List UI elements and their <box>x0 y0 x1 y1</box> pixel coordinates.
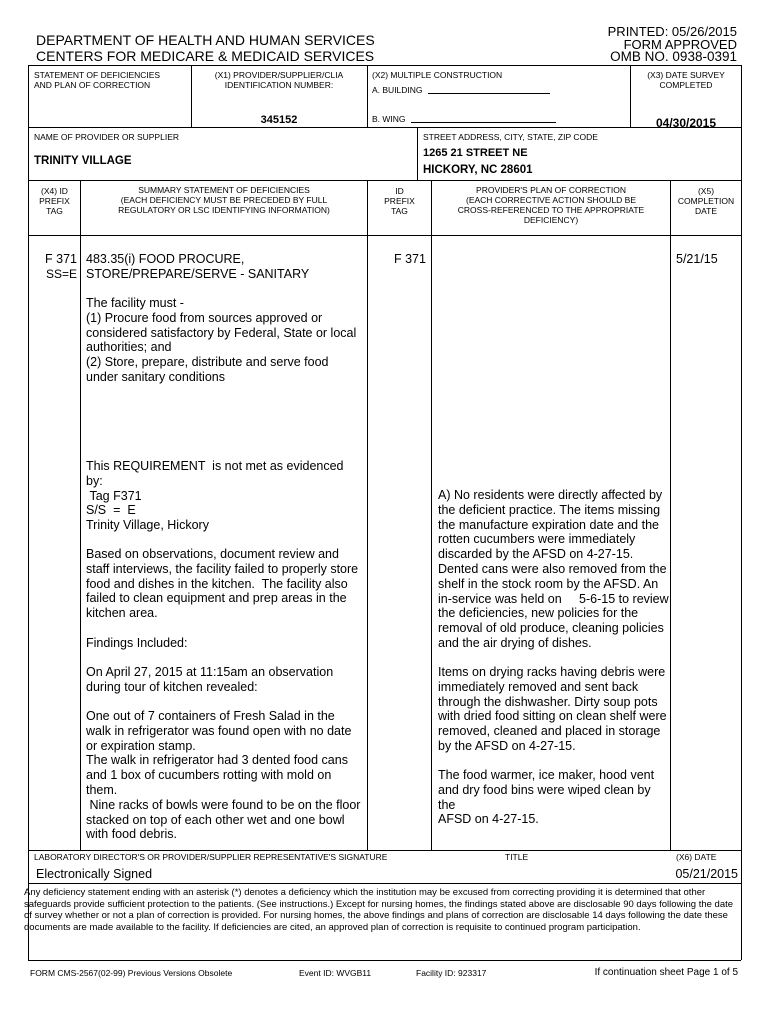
id-header: ID PREFIX TAG <box>384 186 415 216</box>
plan-prefix-tag: F 371 <box>394 252 426 266</box>
rule <box>191 65 192 127</box>
omb-number: OMB NO. 0938-0391 <box>610 49 737 64</box>
city-state-zip: HICKORY, NC 28601 <box>423 164 533 176</box>
provider-name: TRINITY VILLAGE <box>34 155 132 167</box>
rule <box>367 65 368 127</box>
event-id: Event ID: WVGB11 <box>299 968 372 978</box>
form-approved: FORM APPROVED <box>623 37 737 52</box>
correction-plan-a: A) No residents were directly affected by the deficient practice. The items missing the manufacture expiration date and the rotten cucumbers were immediately discarded by the AFSD on 4-27-15. Dented cans were also removed from the shelf in the stock room by the AFSD. An in-service was held on 5-6-15 to review the deficiencies, new policies for the removal of old produce, cleaning policies and the air drying of dishes. <box>438 488 669 650</box>
findings-detail: One out of 7 containers of Fresh Salad in the walk in refrigerator was found open with no date or expiration stamp. The walk in refrigerator had 3 dented food cans and 1 box of cucumbers rotting with mold on them. Nine racks of bowls were found to be on the floor stacked on top of each other wet and one bowl with food debris. <box>86 709 361 842</box>
observation-summary: Based on observations, document review and staff interviews, the facility failed to properly store food and dishes in the kitchen. The facility also failed to clean equipment and prep areas in the kitchen area. <box>86 547 359 621</box>
page-number: If continuation sheet Page 1 of 5 <box>594 967 738 978</box>
title-label: TITLE <box>505 852 529 862</box>
building-blank <box>428 93 550 94</box>
statement-label: STATEMENT OF DEFICIENCIES AND PLAN OF CORRECTION <box>34 70 161 90</box>
clia-label: (X1) PROVIDER/SUPPLIER/CLIA IDENTIFICATION NUMBER: <box>214 70 344 90</box>
rule <box>28 883 741 884</box>
x5-header: (X5) COMPLETION DATE <box>677 186 735 216</box>
provider-name-label: NAME OF PROVIDER OR SUPPLIER <box>34 132 179 142</box>
x4-header: (X4) ID PREFIX TAG <box>39 186 70 216</box>
wing-label: B. WING <box>372 114 406 124</box>
provider-id: 345152 <box>260 114 298 126</box>
regulation-text: The facility must - (1) Procure food from sources approved or considered satisfactory by Federal, State or local authorities; and (2) Store, prepare, distribute and serve food under sanitary conditions <box>86 296 357 384</box>
disclaimer: Any deficiency statement ending with an asterisk (*) denotes a deficiency which the institution may be excused from correcting providing it is determined that other safeguards provide sufficient protection to the patients. (See instructions.) Except for nursing homes, the findings stated above are disclosable 90 days following the date of survey whether or not a plan of correction is provided. For nursing homes, the above findings and plans of correction are disclosable 14 days following the date these documents are made available to the facility. If deficiencies are cited, an approved plan of correction is requisite to continued program participation. <box>24 887 734 934</box>
date-survey-label: (X3) DATE SURVEY COMPLETED <box>647 70 725 90</box>
department-title: DEPARTMENT OF HEALTH AND HUMAN SERVICES <box>36 32 375 48</box>
rule <box>741 65 742 960</box>
building-label: A. BUILDING <box>372 85 423 95</box>
form-number: FORM CMS-2567(02-99) Previous Versions Obsolete <box>30 968 233 978</box>
survey-date: 04/30/2015 <box>655 116 717 130</box>
x6-date-label: (X6) DATE <box>676 852 717 862</box>
rule <box>28 850 741 851</box>
address-label: STREET ADDRESS, CITY, STATE, ZIP CODE <box>423 132 598 142</box>
plan-header: PROVIDER'S PLAN OF CORRECTION (EACH CORRECTIVE ACTION SHOULD BE CROSS-REFERENCED TO THE APPROPRIATE DEFICIENCY) <box>457 185 645 225</box>
signature-date: 05/21/2015 <box>675 867 738 881</box>
completion-date: 5/21/15 <box>676 252 718 266</box>
correction-plan-cleaning: The food warmer, ice maker, hood vent and dry food bins were wiped clean by the AFSD on 4-27-15. <box>438 768 655 827</box>
observation-intro: On April 27, 2015 at 11:15am an observation during tour of kitchen revealed: <box>86 665 334 694</box>
wing-blank <box>411 122 556 123</box>
rule <box>28 960 741 961</box>
printed-date: PRINTED: 05/26/2015 <box>607 24 737 39</box>
rule <box>28 65 741 66</box>
rule <box>28 235 741 236</box>
agency-title: CENTERS FOR MEDICARE & MEDICAID SERVICES <box>36 48 375 64</box>
rule <box>417 127 418 180</box>
rule <box>431 180 432 850</box>
regulation-title: 483.35(i) FOOD PROCURE, STORE/PREPARE/SERVE - SANITARY <box>86 252 310 281</box>
rule <box>670 180 671 850</box>
signature: Electronically Signed <box>36 867 153 881</box>
summary-header: SUMMARY STATEMENT OF DEFICIENCIES (EACH DEFICIENCY MUST BE PRECEDED BY FULL REGULATORY OR LSC IDENTIFYING INFORMATION) <box>118 185 330 215</box>
multiple-construction-label: (X2) MULTIPLE CONSTRUCTION <box>372 70 503 80</box>
rule <box>80 180 81 850</box>
requirement-text: This REQUIREMENT is not met as evidenced by: Tag F371 S/S = E Trinity Village, Hickory <box>86 459 344 533</box>
findings-heading: Findings Included: <box>86 636 188 650</box>
rule <box>630 65 631 127</box>
rule <box>367 180 368 850</box>
correction-plan-racks: Items on drying racks having debris were immediately removed and sent back through the dishwasher. Dirty soup pots with dried food sitting on clean shelf were removed, cleaned and placed in storage by the AFSD on 4-27-15. <box>438 665 667 753</box>
prefix-tag: F 371 <box>45 252 77 266</box>
rule <box>28 180 741 181</box>
signature-label: LABORATORY DIRECTOR'S OR PROVIDER/SUPPLIER REPRESENTATIVE'S SIGNATURE <box>34 852 388 862</box>
severity-scope: SS=E <box>45 267 77 281</box>
facility-id: Facility ID: 923317 <box>416 968 487 978</box>
street-address: 1265 21 STREET NE <box>423 147 528 159</box>
